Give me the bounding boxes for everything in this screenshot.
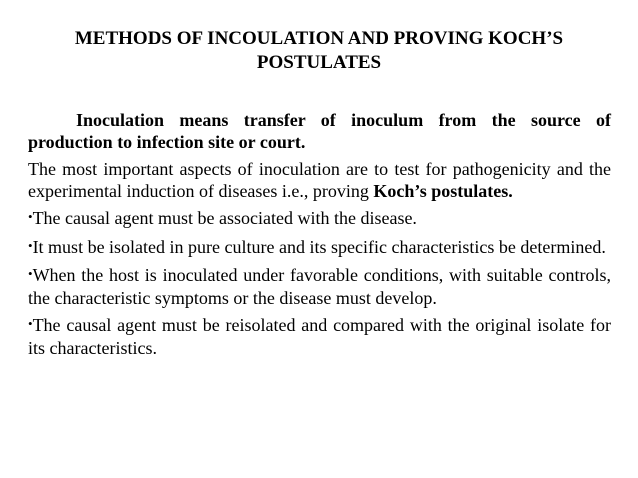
postulate-text: The causal agent must be associated with the disease.	[32, 208, 417, 228]
postulate-text: The causal agent must be reisolated and compared with the original isolate for its characteristics.	[28, 315, 611, 358]
aspects-text: The most important aspects of inoculation are to test for pathogenicity and the experimental induction of diseases i.e., proving	[28, 159, 611, 201]
kochs-postulates-emphasis: Koch’s postulates.	[373, 180, 513, 201]
bullet-icon: •	[28, 316, 33, 331]
postulate-item-1	[28, 208, 611, 231]
postulate-text: When the host is inoculated under favorable conditions, with suitable controls, the characteristic symptoms or the disease must develop.	[28, 265, 611, 308]
aspects-paragraph	[28, 159, 611, 202]
bullet-icon: •	[28, 209, 33, 224]
title-line-1: METHODS OF INCOULATION AND PROVING KOCH’S	[74, 28, 564, 49]
slide-body	[28, 110, 611, 365]
postulate-text: It must be isolated in pure culture and its specific characteristics be determined.	[32, 236, 606, 257]
postulate-item-3	[28, 265, 611, 309]
bullet-icon: •	[28, 266, 33, 281]
intro-paragraph: Inoculation means transfer of inoculum from the source of production to infection site or court.	[28, 110, 611, 152]
bullet-icon: •	[28, 237, 33, 253]
postulate-item-4	[28, 315, 611, 359]
postulate-item-2	[28, 237, 611, 260]
page-title	[40, 27, 598, 75]
title-line-2: POSTULATES	[256, 52, 382, 73]
